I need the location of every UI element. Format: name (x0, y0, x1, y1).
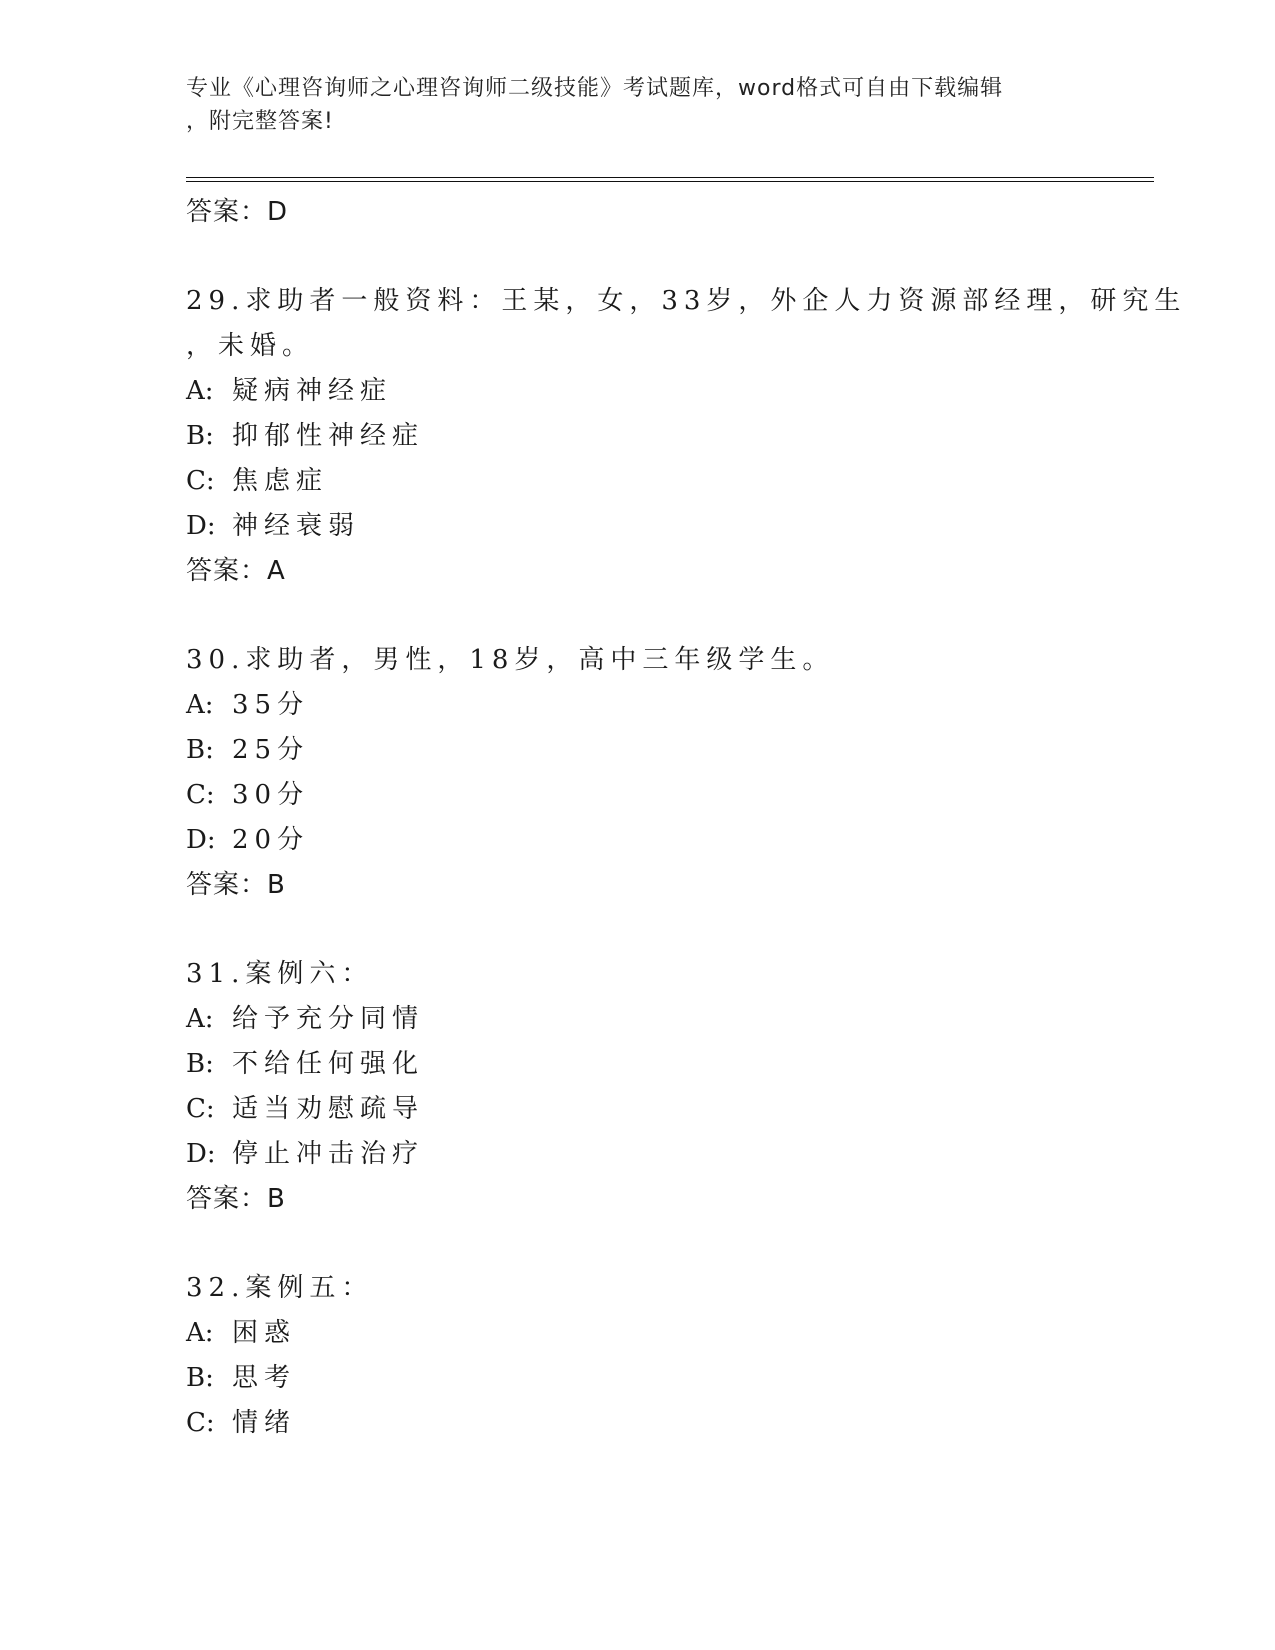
option-text: 抑郁性神经症 (232, 421, 425, 451)
option-text: 20分 (232, 825, 310, 855)
option-text: 给予充分同情 (232, 1004, 425, 1034)
option-text: 30分 (232, 780, 310, 810)
option-text: 神经衰弱 (232, 511, 361, 541)
option-text: 情绪 (232, 1408, 297, 1438)
option-c (186, 773, 1154, 818)
option-letter: D: (186, 825, 216, 855)
option-text: 适当劝慰疏导 (232, 1094, 425, 1124)
header-divider-top (186, 177, 1154, 178)
option-a (186, 369, 1154, 414)
option-letter: B: (186, 421, 214, 451)
option-d (186, 504, 1154, 549)
option-c (186, 1401, 1154, 1446)
question-32 (186, 1266, 1154, 1446)
header-line-1: 专业《心理咨询师之心理咨询师二级技能》考试题库，word格式可自由下载编辑 (186, 76, 1004, 101)
option-b (186, 1356, 1154, 1401)
option-letter: A: (186, 690, 214, 720)
option-text: 停止冲击治疗 (232, 1139, 425, 1169)
option-letter: D: (186, 1139, 216, 1169)
option-text: 思考 (232, 1363, 297, 1393)
answer-line: 答案：B (186, 1184, 286, 1214)
question-stem: 32.案例五： (186, 1273, 374, 1303)
option-a (186, 683, 1154, 728)
option-c (186, 459, 1154, 504)
page-header (186, 72, 1086, 138)
option-letter: B: (186, 1363, 214, 1393)
option-letter: B: (186, 735, 214, 765)
question-29 (186, 279, 1187, 594)
question-stem: 31.案例六： (186, 959, 374, 989)
question-stem-continued: ，未婚。 (186, 331, 315, 361)
option-text: 焦虑症 (232, 466, 329, 496)
option-letter: C: (186, 1094, 215, 1124)
question-list (186, 190, 1187, 1446)
header-divider-bottom (186, 181, 1154, 182)
option-letter: A: (186, 376, 214, 406)
option-b (186, 1042, 1154, 1087)
option-letter: C: (186, 780, 215, 810)
answer-line: 答案：B (186, 870, 286, 900)
question-31 (186, 952, 1154, 1222)
question-stem: 29.求助者一般资料：王某，女，33岁，外企人力资源部经理，研究生 (186, 286, 1187, 316)
option-text: 疑病神经症 (232, 376, 393, 406)
header-line-2: ，附完整答案! (186, 109, 334, 134)
option-a (186, 997, 1154, 1042)
option-letter: C: (186, 1408, 215, 1438)
option-c (186, 1087, 1154, 1132)
option-text: 困惑 (232, 1318, 297, 1348)
question-30 (186, 638, 1154, 908)
option-letter: B: (186, 1049, 214, 1079)
option-letter: C: (186, 466, 215, 496)
option-a (186, 1311, 1154, 1356)
question-stem: 30.求助者，男性，18岁，高中三年级学生。 (186, 645, 835, 675)
option-letter: A: (186, 1004, 214, 1034)
option-text: 不给任何强化 (232, 1049, 425, 1079)
option-b (186, 414, 1154, 459)
option-letter: D: (186, 511, 216, 541)
option-d (186, 818, 1154, 863)
option-text: 35分 (232, 690, 310, 720)
answer-line: 答案：A (186, 556, 286, 586)
option-text: 25分 (232, 735, 310, 765)
answer-line: 答案：D (186, 197, 289, 227)
option-letter: A: (186, 1318, 214, 1348)
option-d (186, 1132, 1154, 1177)
option-b (186, 728, 1154, 773)
